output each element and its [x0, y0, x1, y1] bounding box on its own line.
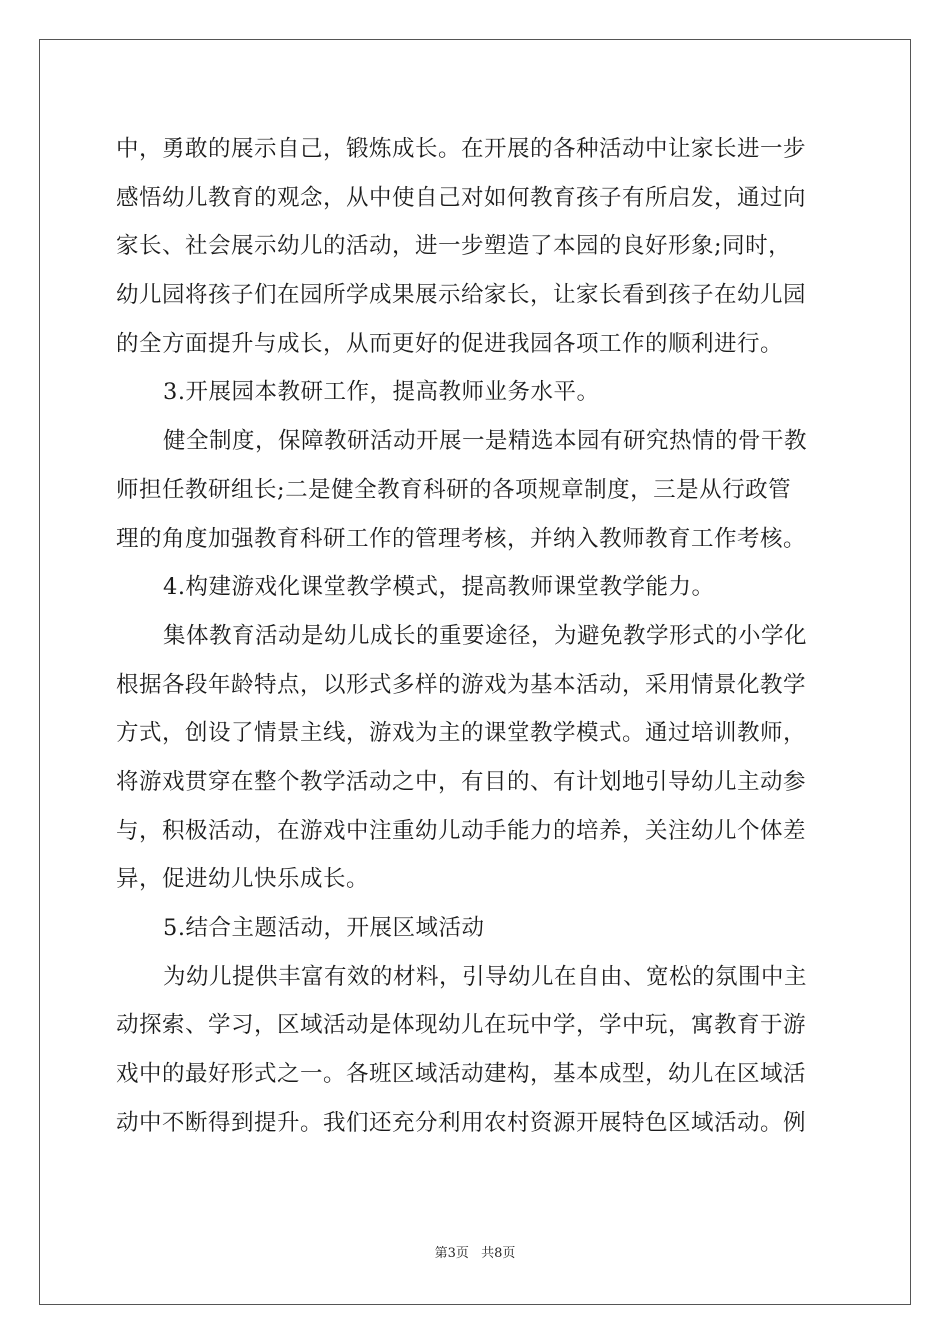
text-line: 中，勇敢的展示自己，锻炼成长。在开展的各种活动中让家长进一步: [116, 136, 807, 162]
page-total: 共8页: [481, 1246, 516, 1261]
text-line: 师担任教研组长;二是健全教育科研的各项规章制度，三是从行政管: [116, 476, 792, 503]
text-line: 理的角度加强教育科研工作的管理考核，并纳入教师教育工作考核。: [116, 525, 807, 552]
text-line: 家长、社会展示幼儿的活动，进一步塑造了本园的良好形象;同时，: [116, 233, 792, 260]
text-line: 异，促进幼儿快乐成长。: [116, 866, 370, 893]
text-line: 戏中的最好形式之一。各班区域活动建构，基本成型，幼儿在区域活: [116, 1061, 807, 1088]
text-line: 集体教育活动是幼儿成长的重要途径，为避免教学形式的小学化: [163, 622, 808, 649]
text-line: 健全制度，保障教研活动开展一是精选本园有研究热情的骨干教: [163, 428, 808, 455]
text-line: 根据各段年龄特点，以形式多样的游戏为基本活动，采用情景化教学: [116, 671, 807, 698]
text-line: 动中不断得到提升。我们还充分利用农村资源开展特色区域活动。例: [116, 1109, 807, 1136]
text-line: 的全方面提升与成长，从而更好的促进我园各项工作的顺利进行。: [116, 330, 784, 357]
text-line: 方式，创设了情景主线，游戏为主的课堂教学模式。通过培训教师，: [116, 720, 807, 747]
text-line: 感悟幼儿教育的观念，从中使自己对如何教育孩子有所启发，通过向: [116, 184, 807, 211]
text-line: 幼儿园将孩子们在园所学成果展示给家长，让家长看到孩子在幼儿园: [116, 282, 807, 309]
document-body: [116, 125, 836, 1147]
section-heading: 5.结合主题活动，开展区域活动: [163, 915, 485, 941]
text-line: 将游戏贯穿在整个教学活动之中，有目的、有计划地引导幼儿主动参: [116, 768, 807, 795]
section-heading: 4.构建游戏化课堂教学模式，提高教师课堂教学能力。: [163, 574, 715, 601]
text-line: 为幼儿提供丰富有效的材料，引导幼儿在自由、宽松的氛围中主: [163, 963, 808, 990]
page-number: 第3页: [434, 1246, 469, 1261]
page-footer: [0, 1242, 950, 1261]
text-line: 动探索、学习，区域活动是体现幼儿在玩中学，学中玩，寓教育于游: [116, 1012, 807, 1039]
text-line: 与，积极活动，在游戏中注重幼儿动手能力的培养，关注幼儿个体差: [116, 817, 807, 844]
section-heading: 3.开展园本教研工作，提高教师业务水平。: [163, 379, 600, 406]
